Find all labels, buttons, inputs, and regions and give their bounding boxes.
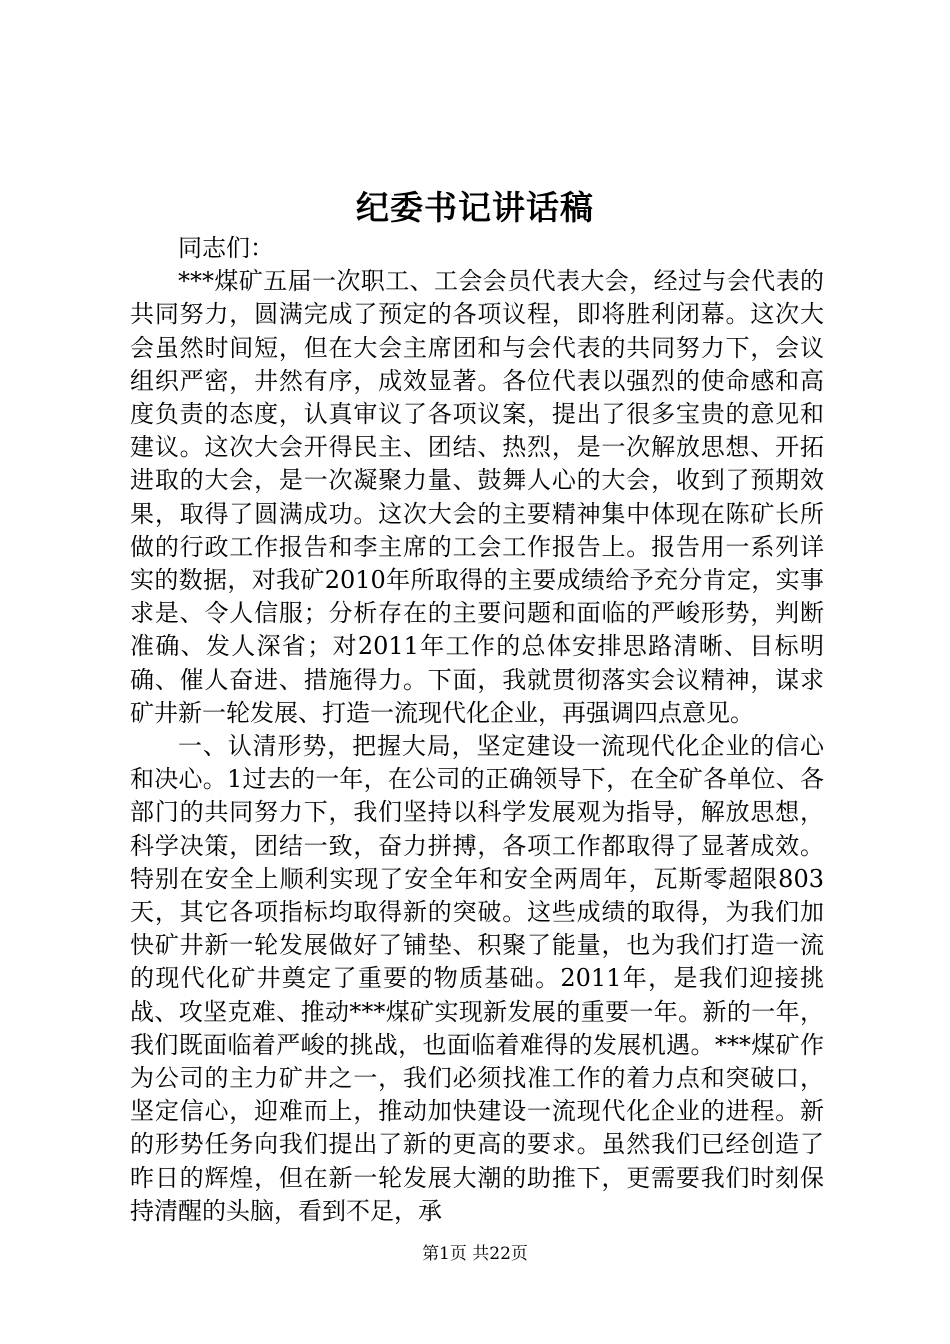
salutation: 同志们：	[178, 234, 274, 262]
page-footer: 第1页 共22页	[422, 1244, 528, 1264]
document-body	[130, 232, 824, 1228]
document-title: 纪委书记讲话稿	[356, 188, 594, 227]
paragraph-1: ***煤矿五届一次职工、工会会员代表大会，经过与会代表的共同努力，圆满完成了预定的各项议程，即将胜利闭幕。这次大会虽然时间短，但在大会主席团和与会代表的共同努力下，会议组织严密，井然有序，成效显著。各位代表以强烈的使命感和高度负责的态度，认真审议了各项议案，提出了很多宝贵的意见和建议。这次大会开得民主、团结、热烈，是一次解放思想、开拓进取的大会，是一次凝聚力量、鼓舞人心的大会，收到了预期效果，取得了圆满成功。这次大会的主要精神集中体现在陈矿长所做的行政工作报告和李主席的工会工作报告上。报告用一系列详实的数据，对我矿2010年所取得的主要成绩给予充分肯定，实事求是、令人信服；分析存在的主要问题和面临的严峻形势，判断准确、发人深省；对2011年工作的总体安排思路清晰、目标明确、催人奋进、措施得力。下面，我就贯彻落实会议精神，谋求矿井新一轮发展、打造一流现代化企业，再强调四点意见。	[130, 267, 824, 727]
paragraph-2: 一、认清形势，把握大局，坚定建设一流现代化企业的信心和决心。1过去的一年，在公司的正确领导下，在全矿各单位、各部门的共同努力下，我们坚持以科学发展观为指导，解放思想，科学决策，团结一致，奋力拼搏，各项工作都取得了显著成效。特别在安全上顺利实现了安全年和安全两周年，瓦斯零超限803天，其它各项指标均取得新的突破。这些成绩的取得，为我们加快矿井新一轮发展做好了铺垫、积聚了能量，也为我们打造一流的现代化矿井奠定了重要的物质基础。2011年，是我们迎接挑战、攻坚克难、推动***煤矿实现新发展的重要一年。新的一年，我们既面临着严峻的挑战，也面临着难得的发展机遇。***煤矿作为公司的主力矿井之一，我们必须找准工作的着力点和突破口，坚定信心，迎难而上，推动加快建设一流现代化企业的进程。新的形势任务向我们提出了新的更高的要求。虽然我们已经创造了昨日的辉煌，但在新一轮发展大潮的助推下，更需要我们时刻保持清醒的头脑，看到不足，承	[130, 732, 824, 1225]
